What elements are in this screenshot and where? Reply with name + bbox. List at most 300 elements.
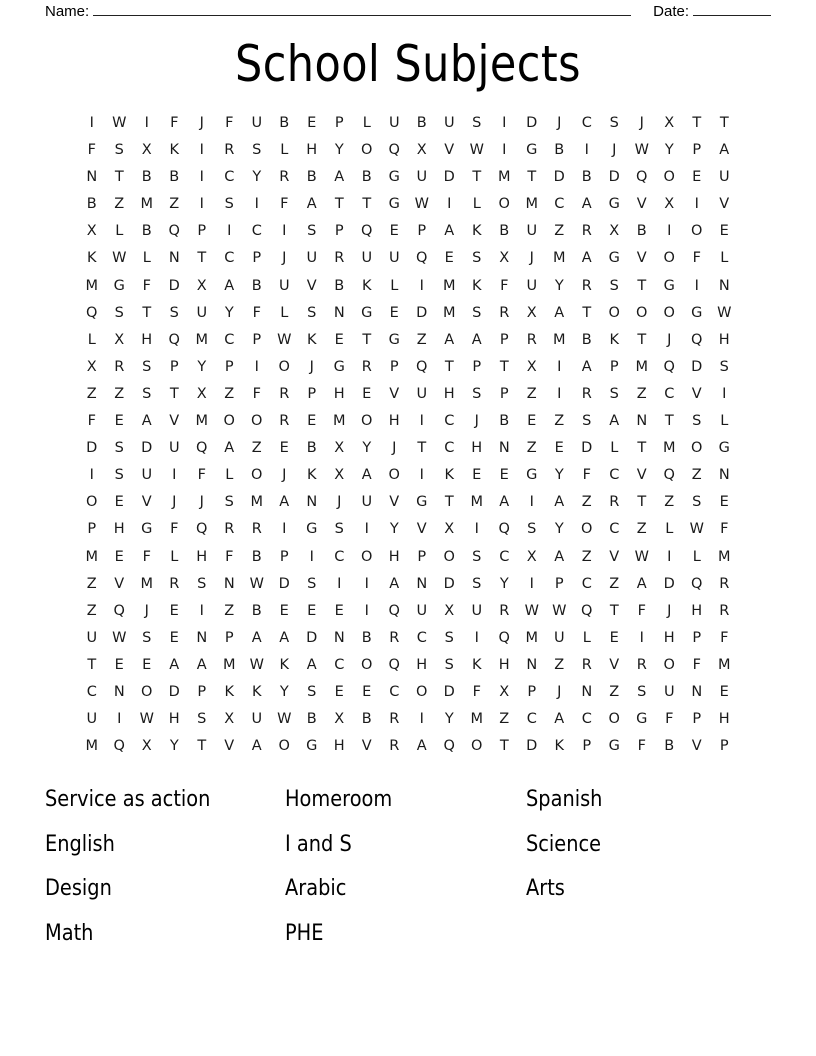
grid-cell[interactable]: X — [416, 142, 427, 159]
grid-cell[interactable]: J — [392, 440, 397, 457]
grid-cell[interactable]: H — [471, 440, 483, 457]
grid-cell[interactable]: M — [85, 548, 98, 565]
grid-cell[interactable]: R — [609, 494, 620, 511]
grid-cell[interactable]: H — [196, 548, 208, 565]
grid-cell[interactable]: P — [279, 548, 289, 565]
word-list-item[interactable]: Service as action — [45, 787, 211, 812]
grid-cell[interactable]: Q — [168, 331, 180, 348]
grid-cell[interactable]: D — [526, 115, 538, 131]
grid-cell[interactable]: X — [444, 521, 455, 538]
grid-cell[interactable]: P — [334, 223, 344, 240]
grid-cell[interactable]: R — [581, 385, 592, 402]
grid-cell[interactable]: I — [254, 196, 259, 213]
name-input-line[interactable] — [93, 2, 631, 16]
grid-cell[interactable]: G — [388, 169, 400, 186]
grid-cell[interactable]: K — [471, 223, 482, 240]
grid-cell[interactable]: A — [554, 711, 565, 728]
grid-cell[interactable]: O — [251, 467, 263, 484]
grid-cell[interactable]: E — [334, 602, 344, 619]
grid-cell[interactable]: Q — [663, 467, 675, 484]
grid-cell[interactable]: W — [112, 629, 127, 646]
grid-cell[interactable]: S — [307, 223, 317, 240]
grid-cell[interactable]: X — [609, 223, 620, 240]
grid-cell[interactable]: E — [279, 602, 289, 619]
grid-cell[interactable]: Y — [169, 738, 179, 755]
grid-cell[interactable]: R — [361, 358, 372, 375]
grid-cell[interactable]: N — [333, 629, 345, 646]
grid-cell[interactable]: I — [419, 413, 424, 430]
grid-cell[interactable]: Q — [691, 331, 703, 348]
grid-cell[interactable]: V — [609, 656, 620, 673]
grid-cell[interactable]: U — [196, 304, 208, 321]
grid-cell[interactable]: Q — [663, 358, 675, 375]
grid-cell[interactable]: A — [581, 358, 592, 375]
grid-cell[interactable]: S — [197, 711, 207, 728]
grid-cell[interactable]: A — [251, 738, 262, 755]
grid-cell[interactable]: M — [717, 656, 731, 673]
grid-cell[interactable]: J — [309, 358, 314, 375]
grid-cell[interactable]: O — [471, 738, 483, 755]
grid-cell[interactable]: V — [636, 250, 647, 267]
grid-cell[interactable]: G — [608, 196, 620, 213]
grid-cell[interactable]: A — [636, 575, 647, 592]
grid-cell[interactable]: S — [334, 521, 344, 538]
grid-cell[interactable]: I — [447, 196, 452, 213]
grid-cell[interactable]: F — [582, 467, 591, 484]
grid-cell[interactable]: V — [141, 494, 152, 511]
grid-cell[interactable]: X — [114, 331, 125, 348]
grid-cell[interactable]: U — [361, 250, 373, 267]
grid-cell[interactable]: F — [252, 304, 261, 321]
grid-cell[interactable]: F — [720, 521, 729, 538]
grid-cell[interactable]: I — [309, 548, 314, 565]
grid-cell[interactable]: R — [389, 629, 400, 646]
grid-cell[interactable]: W — [277, 331, 292, 348]
grid-cell[interactable]: T — [472, 169, 482, 186]
grid-cell[interactable]: A — [416, 738, 427, 755]
grid-cell[interactable]: I — [474, 629, 479, 646]
grid-cell[interactable]: A — [581, 250, 592, 267]
grid-cell[interactable]: P — [692, 629, 702, 646]
grid-cell[interactable]: A — [471, 331, 482, 348]
grid-cell[interactable]: B — [279, 115, 290, 131]
grid-cell[interactable]: A — [306, 656, 317, 673]
grid-cell[interactable]: Z — [499, 711, 510, 728]
grid-cell[interactable]: B — [361, 629, 372, 646]
grid-cell[interactable]: H — [718, 711, 730, 728]
grid-cell[interactable]: S — [307, 575, 317, 592]
grid-cell[interactable]: V — [444, 142, 455, 159]
grid-cell[interactable]: C — [334, 656, 345, 673]
grid-cell[interactable]: I — [502, 115, 507, 131]
grid-cell[interactable]: Q — [636, 169, 648, 186]
grid-cell[interactable]: E — [389, 304, 399, 321]
grid-cell[interactable]: R — [581, 277, 592, 294]
grid-cell[interactable]: A — [334, 169, 345, 186]
grid-cell[interactable]: D — [86, 440, 98, 457]
grid-cell[interactable]: R — [224, 142, 235, 159]
grid-cell[interactable]: L — [472, 196, 481, 213]
grid-cell[interactable]: N — [691, 683, 703, 700]
grid-cell[interactable]: A — [306, 196, 317, 213]
grid-cell[interactable]: E — [334, 331, 344, 348]
grid-cell[interactable]: Q — [168, 223, 180, 240]
grid-cell[interactable]: T — [637, 494, 647, 511]
grid-cell[interactable]: T — [197, 738, 207, 755]
grid-cell[interactable]: S — [114, 440, 124, 457]
grid-cell[interactable]: L — [280, 304, 289, 321]
grid-cell[interactable]: J — [529, 250, 534, 267]
grid-cell[interactable]: K — [609, 331, 619, 348]
grid-cell[interactable]: K — [169, 142, 179, 159]
grid-cell[interactable]: F — [142, 548, 151, 565]
grid-cell[interactable]: O — [663, 656, 675, 673]
grid-cell[interactable]: T — [637, 277, 647, 294]
grid-cell[interactable]: R — [279, 385, 290, 402]
grid-cell[interactable]: P — [87, 521, 97, 538]
grid-cell[interactable]: C — [389, 683, 400, 700]
grid-cell[interactable]: E — [444, 250, 454, 267]
grid-cell[interactable]: H — [306, 142, 318, 159]
grid-cell[interactable]: J — [557, 683, 562, 700]
grid-cell[interactable]: F — [87, 413, 96, 430]
grid-cell[interactable]: C — [581, 575, 592, 592]
grid-cell[interactable]: V — [389, 494, 400, 511]
grid-cell[interactable]: C — [444, 413, 455, 430]
grid-cell[interactable]: B — [251, 602, 262, 619]
grid-cell[interactable]: V — [114, 575, 125, 592]
grid-cell[interactable]: N — [581, 683, 593, 700]
grid-cell[interactable]: I — [199, 196, 204, 213]
grid-cell[interactable]: U — [416, 169, 428, 186]
grid-cell[interactable]: N — [526, 656, 538, 673]
grid-cell[interactable]: C — [224, 331, 235, 348]
grid-cell[interactable]: K — [224, 683, 234, 700]
grid-cell[interactable]: F — [637, 738, 646, 755]
grid-cell[interactable]: S — [142, 385, 152, 402]
grid-cell[interactable]: S — [472, 575, 482, 592]
grid-cell[interactable]: R — [279, 169, 290, 186]
grid-cell[interactable]: T — [637, 440, 647, 457]
word-list-item[interactable]: Design — [45, 876, 112, 901]
word-list-item[interactable]: Math — [45, 920, 94, 946]
grid-cell[interactable]: N — [196, 629, 208, 646]
grid-cell[interactable]: O — [223, 413, 235, 430]
grid-cell[interactable]: A — [141, 413, 152, 430]
grid-cell[interactable]: Z — [664, 494, 675, 511]
grid-cell[interactable]: Z — [251, 440, 262, 457]
grid-cell[interactable]: I — [172, 467, 177, 484]
grid-cell[interactable]: I — [364, 521, 369, 538]
grid-cell[interactable]: Z — [554, 656, 565, 673]
grid-cell[interactable]: V — [169, 413, 180, 430]
grid-cell[interactable]: O — [443, 548, 455, 565]
grid-cell[interactable]: B — [581, 169, 592, 186]
grid-cell[interactable]: X — [334, 711, 345, 728]
grid-cell[interactable]: U — [526, 223, 538, 240]
grid-cell[interactable]: U — [471, 602, 483, 619]
grid-cell[interactable]: X — [664, 115, 675, 131]
grid-cell[interactable]: A — [499, 494, 510, 511]
grid-cell[interactable]: P — [389, 358, 399, 375]
grid-cell[interactable]: H — [113, 521, 125, 538]
grid-cell[interactable]: Z — [169, 196, 180, 213]
grid-cell[interactable]: I — [557, 385, 562, 402]
grid-cell[interactable]: M — [497, 169, 511, 186]
grid-cell[interactable]: M — [717, 548, 731, 565]
grid-cell[interactable]: C — [554, 196, 565, 213]
grid-cell[interactable]: R — [719, 602, 730, 619]
grid-cell[interactable]: U — [361, 494, 373, 511]
word-search-grid[interactable] — [78, 110, 738, 760]
grid-cell[interactable]: H — [718, 331, 730, 348]
grid-cell[interactable]: N — [168, 250, 180, 267]
grid-cell[interactable]: M — [552, 331, 566, 348]
grid-cell[interactable]: M — [195, 413, 208, 430]
grid-cell[interactable]: I — [474, 521, 479, 538]
grid-cell[interactable]: E — [719, 494, 729, 511]
grid-cell[interactable]: W — [634, 548, 649, 565]
grid-cell[interactable]: F — [280, 196, 289, 213]
grid-cell[interactable]: Z — [86, 602, 97, 619]
grid-cell[interactable]: O — [388, 467, 400, 484]
grid-cell[interactable]: S — [719, 358, 729, 375]
grid-cell[interactable]: E — [719, 683, 729, 700]
word-list-item[interactable]: Arabic — [285, 876, 347, 901]
grid-cell[interactable]: O — [251, 413, 263, 430]
grid-cell[interactable]: X — [141, 142, 152, 159]
grid-cell[interactable]: Y — [252, 169, 262, 186]
grid-cell[interactable]: X — [196, 385, 207, 402]
grid-cell[interactable]: B — [636, 223, 647, 240]
grid-cell[interactable]: L — [280, 142, 289, 159]
grid-cell[interactable]: I — [89, 115, 94, 131]
grid-cell[interactable]: U — [388, 250, 400, 267]
grid-cell[interactable]: Y — [362, 440, 372, 457]
grid-cell[interactable]: A — [609, 413, 620, 430]
grid-cell[interactable]: N — [636, 413, 648, 430]
grid-cell[interactable]: F — [500, 277, 509, 294]
grid-cell[interactable]: P — [417, 223, 427, 240]
grid-cell[interactable]: P — [472, 358, 482, 375]
grid-cell[interactable]: M — [552, 250, 566, 267]
grid-cell[interactable]: G — [333, 358, 345, 375]
grid-cell[interactable]: U — [251, 711, 263, 728]
grid-cell[interactable]: A — [251, 629, 262, 646]
grid-cell[interactable]: Q — [86, 304, 98, 321]
grid-cell[interactable]: F — [720, 629, 729, 646]
grid-cell[interactable]: R — [334, 250, 345, 267]
grid-cell[interactable]: M — [222, 656, 236, 673]
grid-cell[interactable]: Q — [361, 223, 373, 240]
grid-cell[interactable]: A — [389, 575, 400, 592]
grid-cell[interactable]: C — [444, 440, 455, 457]
grid-cell[interactable]: E — [554, 440, 564, 457]
grid-cell[interactable]: C — [526, 711, 537, 728]
grid-cell[interactable]: F — [142, 277, 151, 294]
grid-cell[interactable]: W — [717, 304, 732, 321]
grid-cell[interactable]: T — [582, 304, 592, 321]
grid-cell[interactable]: B — [306, 440, 317, 457]
grid-cell[interactable]: S — [142, 358, 152, 375]
grid-cell[interactable]: S — [527, 521, 537, 538]
grid-cell[interactable]: Y — [444, 711, 454, 728]
grid-cell[interactable]: E — [279, 440, 289, 457]
grid-cell[interactable]: O — [361, 413, 373, 430]
grid-cell[interactable]: G — [718, 440, 730, 457]
grid-cell[interactable]: P — [334, 115, 344, 131]
grid-cell[interactable]: U — [416, 385, 428, 402]
grid-cell[interactable]: H — [333, 385, 345, 402]
grid-cell[interactable]: Y — [554, 277, 564, 294]
grid-cell[interactable]: E — [692, 169, 702, 186]
grid-cell[interactable]: E — [307, 602, 317, 619]
grid-cell[interactable]: A — [444, 223, 455, 240]
grid-cell[interactable]: H — [388, 413, 400, 430]
grid-cell[interactable]: P — [692, 142, 702, 159]
grid-cell[interactable]: G — [608, 250, 620, 267]
grid-cell[interactable]: I — [419, 277, 424, 294]
grid-cell[interactable]: Q — [498, 521, 510, 538]
grid-cell[interactable]: I — [199, 169, 204, 186]
grid-cell[interactable]: R — [389, 711, 400, 728]
grid-cell[interactable]: C — [416, 629, 427, 646]
grid-cell[interactable]: Y — [554, 521, 564, 538]
grid-cell[interactable]: W — [469, 142, 484, 159]
grid-cell[interactable]: E — [114, 548, 124, 565]
grid-cell[interactable]: K — [306, 331, 317, 348]
grid-cell[interactable]: E — [609, 629, 619, 646]
grid-cell[interactable]: G — [113, 277, 125, 294]
grid-cell[interactable]: U — [141, 467, 153, 484]
grid-cell[interactable]: S — [224, 494, 234, 511]
grid-cell[interactable]: F — [225, 548, 234, 565]
word-list-item[interactable]: Arts — [526, 876, 565, 901]
grid-cell[interactable]: J — [199, 115, 204, 131]
grid-cell[interactable]: J — [557, 115, 562, 131]
grid-cell[interactable]: B — [581, 331, 592, 348]
grid-cell[interactable]: G — [306, 738, 318, 755]
grid-cell[interactable]: W — [634, 142, 649, 159]
grid-cell[interactable]: O — [416, 683, 428, 700]
grid-cell[interactable]: D — [416, 304, 428, 321]
grid-cell[interactable]: P — [197, 223, 207, 240]
grid-cell[interactable]: I — [117, 711, 122, 728]
grid-cell[interactable]: U — [168, 440, 180, 457]
grid-cell[interactable]: G — [388, 196, 400, 213]
grid-cell[interactable]: Z — [526, 440, 537, 457]
grid-cell[interactable]: O — [663, 250, 675, 267]
grid-cell[interactable]: I — [694, 277, 699, 294]
grid-cell[interactable]: Y — [499, 575, 509, 592]
grid-cell[interactable]: I — [282, 223, 287, 240]
grid-cell[interactable]: T — [87, 656, 97, 673]
grid-cell[interactable]: J — [282, 467, 287, 484]
grid-cell[interactable]: P — [307, 385, 317, 402]
grid-cell[interactable]: R — [389, 738, 400, 755]
grid-cell[interactable]: A — [279, 494, 290, 511]
grid-cell[interactable]: K — [361, 277, 372, 294]
grid-cell[interactable]: R — [251, 521, 262, 538]
grid-cell[interactable]: T — [499, 738, 509, 755]
grid-cell[interactable]: K — [279, 656, 289, 673]
grid-cell[interactable]: I — [337, 575, 342, 592]
grid-cell[interactable]: K — [554, 738, 564, 755]
grid-cell[interactable]: Y — [554, 467, 564, 484]
grid-cell[interactable]: T — [664, 413, 674, 430]
grid-cell[interactable]: V — [719, 196, 730, 213]
grid-cell[interactable]: T — [169, 385, 179, 402]
grid-cell[interactable]: N — [223, 575, 235, 592]
grid-cell[interactable]: M — [85, 277, 98, 294]
grid-cell[interactable]: E — [334, 683, 344, 700]
grid-cell[interactable]: Z — [609, 575, 620, 592]
grid-cell[interactable]: T — [637, 331, 647, 348]
grid-cell[interactable]: A — [169, 656, 180, 673]
grid-cell[interactable]: D — [663, 575, 675, 592]
grid-cell[interactable]: I — [639, 629, 644, 646]
grid-cell[interactable]: X — [526, 304, 537, 321]
grid-cell[interactable]: C — [86, 683, 97, 700]
grid-cell[interactable]: F — [197, 467, 206, 484]
grid-cell[interactable]: R — [114, 358, 125, 375]
grid-cell[interactable]: F — [692, 250, 701, 267]
grid-cell[interactable]: O — [691, 223, 703, 240]
grid-cell[interactable]: P — [417, 548, 427, 565]
grid-cell[interactable]: J — [474, 413, 479, 430]
grid-cell[interactable]: E — [362, 683, 372, 700]
grid-cell[interactable]: M — [442, 277, 456, 294]
grid-cell[interactable]: U — [718, 169, 730, 186]
grid-cell[interactable]: B — [306, 711, 317, 728]
grid-cell[interactable]: Q — [196, 521, 208, 538]
grid-cell[interactable]: R — [581, 656, 592, 673]
grid-cell[interactable]: R — [224, 521, 235, 538]
grid-cell[interactable]: C — [499, 548, 510, 565]
grid-cell[interactable]: R — [499, 304, 510, 321]
grid-cell[interactable]: M — [85, 738, 98, 755]
grid-cell[interactable]: X — [444, 602, 455, 619]
grid-cell[interactable]: O — [361, 548, 373, 565]
grid-cell[interactable]: H — [498, 656, 510, 673]
grid-cell[interactable]: K — [86, 250, 97, 267]
grid-cell[interactable]: O — [278, 738, 290, 755]
grid-cell[interactable]: B — [251, 548, 262, 565]
grid-cell[interactable]: F — [665, 711, 674, 728]
grid-cell[interactable]: A — [719, 142, 730, 159]
grid-cell[interactable]: I — [199, 602, 204, 619]
grid-cell[interactable]: J — [199, 494, 204, 511]
grid-cell[interactable]: F — [637, 602, 646, 619]
grid-cell[interactable]: S — [692, 413, 702, 430]
grid-cell[interactable]: S — [114, 142, 124, 159]
grid-cell[interactable]: N — [333, 304, 345, 321]
grid-cell[interactable]: H — [388, 548, 400, 565]
grid-cell[interactable]: C — [609, 467, 620, 484]
grid-cell[interactable]: P — [582, 738, 592, 755]
grid-cell[interactable]: R — [526, 331, 537, 348]
grid-cell[interactable]: L — [610, 440, 619, 457]
grid-cell[interactable]: S — [224, 196, 234, 213]
grid-cell[interactable]: U — [86, 629, 98, 646]
grid-cell[interactable]: U — [388, 115, 400, 131]
grid-cell[interactable]: X — [86, 223, 97, 240]
grid-cell[interactable]: U — [416, 602, 428, 619]
grid-cell[interactable]: X — [86, 358, 97, 375]
grid-cell[interactable]: T — [609, 602, 619, 619]
grid-cell[interactable]: N — [718, 277, 730, 294]
grid-cell[interactable]: T — [417, 440, 427, 457]
